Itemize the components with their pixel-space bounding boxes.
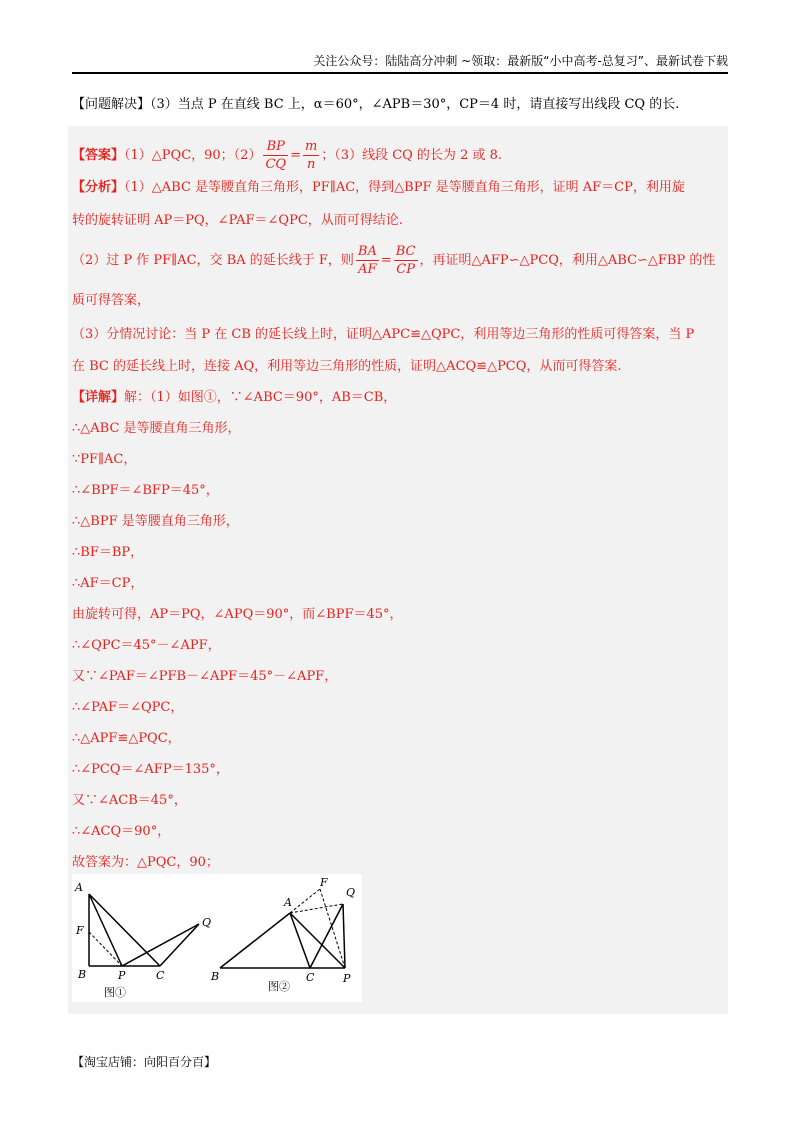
header-text: 关注公众号：陆陆高分冲刺 ~领取：最新版“小中高考-总复习”、最新试卷下载: [313, 54, 728, 68]
label-C: C: [156, 969, 165, 982]
caption-fig2: 图②: [268, 980, 290, 993]
segment-PQ: [122, 924, 199, 966]
label-B: B: [78, 968, 87, 981]
detail-line-14: ∴∠ACQ＝90°，: [72, 824, 171, 839]
label-Q: Q: [202, 916, 212, 929]
segment-BA: [220, 913, 290, 968]
label-F: F: [76, 924, 84, 937]
analysis-fraction-1: [356, 243, 379, 278]
page-header: [72, 52, 728, 74]
detail-line-2: ∵PF∥AC，: [72, 452, 137, 467]
fraction-numerator: BC: [395, 244, 416, 259]
figure-2: [220, 889, 345, 968]
answer-part2: ；（3）线段 CQ 的长为 2 或 8.: [321, 148, 503, 163]
label-B: B: [211, 970, 220, 983]
equals-sign: =: [290, 148, 301, 163]
analysis-line-2: 转的旋转证明 AP＝PQ，∠PAF＝∠QPC，从而可得结论.: [72, 213, 403, 228]
detail-line-13: 又∵∠ACB＝45°，: [72, 793, 187, 808]
analysis-line-5: （3）分情况讨论：当 P 在 CB 的延长线上时，证明△APC≌△QPC，利用等边三角形的性质可得答案，当 P: [72, 327, 695, 342]
label-A: A: [284, 896, 292, 909]
detail-line-6: ∴AF＝CP，: [72, 576, 144, 591]
figures-box: [72, 874, 362, 1002]
detail-line-12: ∴∠PCQ＝∠AFP＝135°，: [72, 762, 229, 777]
segment-AF-dashed: [290, 889, 320, 913]
label-C: C: [306, 971, 315, 984]
fraction-denominator: CP: [396, 262, 415, 277]
answer-fraction-2: [303, 138, 319, 173]
fraction-denominator: n: [306, 157, 316, 172]
detail-line-7: 由旋转可得，AP＝PQ，∠APQ＝90°，而∠BPF＝45°，: [72, 607, 403, 622]
detail-line-1: ∴△ABC 是等腰直角三角形，: [72, 421, 241, 436]
detail-line-4: ∴△BPF 是等腰直角三角形，: [72, 514, 239, 529]
segment-AC: [89, 894, 160, 966]
answer-part1: （1）△PQC，90；（2）: [124, 148, 262, 163]
analysis-label: 【分析】: [72, 180, 125, 195]
label-F: F: [320, 876, 328, 889]
answer-fraction-1: [263, 138, 288, 173]
equals-sign: =: [380, 253, 392, 268]
segment-FP-dashed: [89, 932, 122, 966]
fraction-numerator: BA: [357, 244, 377, 259]
page-footer: 【淘宝店铺：向阳百分百】: [72, 1055, 217, 1069]
label-P: P: [118, 969, 126, 982]
analysis-line-4: 质可得答案，: [72, 293, 151, 308]
figure-2-labels: [210, 876, 355, 993]
analysis-fraction-2: [394, 243, 418, 278]
answer-label: 【答案】: [72, 148, 125, 163]
label-A: A: [75, 881, 83, 894]
detail-line-0: [72, 388, 396, 408]
segment-AQ-dashed: [290, 904, 343, 913]
segment-QP: [343, 904, 345, 968]
detail-line-3: ∴∠BPF＝∠BFP＝45°，: [72, 483, 219, 498]
fraction-numerator: BP: [263, 138, 288, 156]
figure-1: [89, 894, 199, 966]
geometry-figures: [72, 874, 362, 1002]
fraction-denominator: CQ: [265, 157, 287, 172]
detail-line-9: 又∵∠PAF＝∠PFB－∠APF＝45°－∠APF，: [72, 669, 338, 684]
detail-line-5: ∴BF＝BP，: [72, 545, 144, 560]
analysis-text: （1）△ABC 是等腰直角三角形，PF∥AC，得到△BPF 是等腰直角三角形，证明 AF＝CP，利用旋: [124, 180, 685, 195]
answer-line: [72, 138, 502, 173]
label-P: P: [343, 972, 351, 985]
detail-text: 解：（1）如图①，∵∠ABC＝90°，AB＝CB，: [124, 390, 397, 405]
analysis-line-1: [72, 178, 685, 198]
analysis-line-6: 在 BC 的延长线上时，连接 AQ，利用等边三角形的性质，证明△ACQ≌△PCQ，从而可得答案.: [72, 359, 622, 374]
segment-CQ: [310, 904, 343, 968]
analysis-text: （2）过 P 作 PF∥AC，交 BA 的延长线于 F，则: [72, 253, 354, 268]
detail-line-15: 故答案为：△PQC，90；: [72, 855, 219, 870]
analysis-text: ，再证明△AFP∽△PCQ，利用△ABC∽△FBP 的性: [419, 253, 716, 268]
detail-line-10: ∴∠PAF＝∠QPC，: [72, 700, 184, 715]
segment-AP: [89, 894, 122, 966]
caption-fig1: 图①: [104, 986, 126, 999]
segment-AP: [290, 913, 345, 968]
problem-statement: 【问题解决】（3）当点 P 在直线 BC 上，α＝60°，∠APB＝30°，CP＝4 时，请直接写出线段 CQ 的长.: [72, 97, 680, 112]
detail-line-8: ∴∠QPC＝45°－∠APF，: [72, 638, 221, 653]
analysis-line-3: [72, 243, 715, 278]
detail-label: 【详解】: [72, 390, 125, 405]
label-Q: Q: [346, 886, 356, 899]
segment-CQ: [160, 924, 199, 966]
segment-AC: [290, 913, 310, 968]
fraction-numerator: m: [304, 139, 318, 154]
detail-line-11: ∴△APF≌△PQC，: [72, 731, 181, 746]
fraction-denominator: AF: [358, 262, 377, 277]
